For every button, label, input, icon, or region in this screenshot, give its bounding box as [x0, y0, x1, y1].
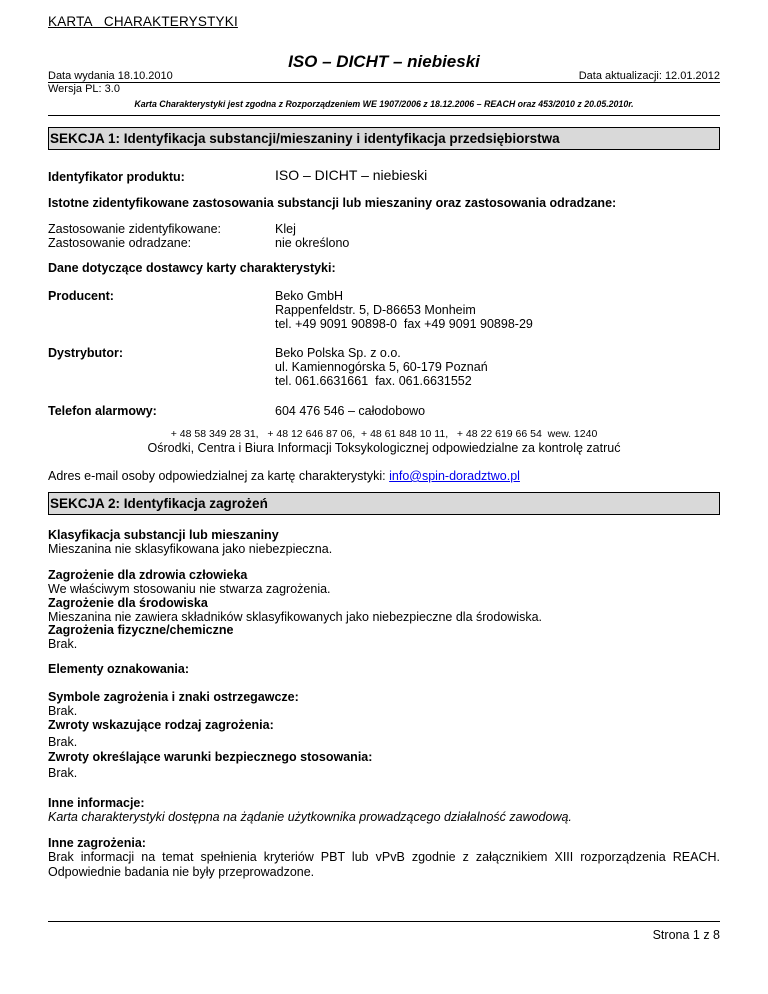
discouraged-use-label: Zastosowanie odradzane:: [48, 236, 192, 250]
classification-label: Klasyfikacja substancji lub mieszaniny: [48, 528, 279, 542]
header-divider-bottom: [48, 115, 720, 116]
emergency-centers: Ośrodki, Centra i Biura Informacji Toksykologicznej odpowiedzialne za kontrolę zatruć: [147, 441, 621, 455]
emergency-label: Telefon alarmowy:: [48, 404, 157, 418]
discouraged-use-value: nie określono: [275, 236, 350, 250]
identified-use-label: Zastosowanie zidentyfikowane:: [48, 222, 222, 236]
classification-value: Mieszanina nie sklasyfikowana jako niebezpieczna.: [48, 542, 333, 556]
page-number: Strona 1 z 8: [652, 928, 720, 942]
safety-phrases-label: Zwroty określające warunki bezpiecznego stosowania:: [48, 750, 373, 764]
email-line: [48, 469, 520, 484]
footer-divider: [48, 921, 720, 922]
uses-heading: Istotne zidentyfikowane zastosowania substancji lub mieszaniny oraz zastosowania odradzane:: [48, 196, 617, 210]
update-date: Data aktualizacji: 12.01.2012: [578, 70, 720, 82]
version: Wersja PL: 3.0: [48, 83, 120, 95]
product-title: ISO – DICHT – niebieski: [288, 52, 480, 71]
section-1-heading-text: SEKCJA 1: Identyfikacja substancji/mieszaniny i identyfikacja przedsiębiorstwa: [50, 131, 560, 146]
email-label: Adres e-mail osoby odpowiedzialnej za kartę charakterystyki:: [48, 469, 390, 483]
phys-label: Zagrożenia fizyczne/chemiczne: [48, 623, 234, 637]
labeling-heading: Elementy oznakowania:: [48, 662, 190, 676]
identified-use-value: Klej: [275, 222, 296, 236]
distributor-label: Dystrybutor:: [48, 346, 124, 360]
section-2-heading: [48, 492, 720, 515]
phys-value: Brak.: [48, 637, 78, 651]
producer-phone: tel. +49 9091 90898-0 fax +49 9091 90898-29: [275, 317, 533, 331]
header-divider: [48, 82, 720, 83]
producer-name: Beko GmbH: [275, 289, 344, 303]
section-1-heading: [48, 127, 720, 150]
other-info-label: Inne informacje:: [48, 796, 145, 810]
emergency-value: 604 476 546 – całodobowo: [275, 404, 426, 418]
issue-date: Data wydania 18.10.2010: [48, 70, 173, 82]
producer-address: Rappenfeldstr. 5, D-86653 Monheim: [275, 303, 476, 317]
other-info-value: Karta charakterystyki dostępna na żądanie użytkownika prowadzącego działalność zawodową.: [48, 810, 572, 824]
product-id-label: Identyfikator produktu:: [48, 170, 185, 184]
hazard-phrases-value: Brak.: [48, 735, 78, 749]
other-hazards-label: Inne zagrożenia:: [48, 836, 146, 850]
safety-phrases-value: Brak.: [48, 766, 78, 780]
email-link[interactable]: info@spin-doradztwo.pl: [389, 469, 520, 483]
section-2-heading-text: SEKCJA 2: Identyfikacja zagrożeń: [50, 496, 268, 511]
health-value: We właściwym stosowaniu nie stwarza zagrożenia.: [48, 582, 331, 596]
document-type-title: KARTA CHARAKTERYSTYKI: [48, 14, 238, 29]
distributor-address: ul. Kamiennogórska 5, 60-179 Poznań: [275, 360, 488, 374]
distributor-name: Beko Polska Sp. z o.o.: [275, 346, 401, 360]
other-hazards-value: Brak informacji na temat spełnienia kryteriów PBT lub vPvB zgodnie z załącznikiem XIII rozporządzenia REACH. Odpowiednie badania nie były przeprowadzone.: [48, 850, 720, 879]
supplier-heading: Dane dotyczące dostawcy karty charakterystyki:: [48, 261, 336, 275]
regulation-note: Karta Charakterystyki jest zgodna z Rozporządzeniem WE 1907/2006 z 18.12.2006 – REACH oraz 453/2010 z 20.05.2010r.: [134, 99, 634, 109]
distributor-phone: tel. 061.6631661 fax. 061.6631552: [275, 374, 472, 388]
producer-label: Producent:: [48, 289, 114, 303]
symbols-label: Symbole zagrożenia i znaki ostrzegawcze:: [48, 690, 299, 704]
product-id-value: ISO – DICHT – niebieski: [275, 167, 428, 183]
emergency-numbers: + 48 58 349 28 31, + 48 12 646 87 06, + 48 61 848 10 11, + 48 22 619 66 54 wew. 1240: [170, 428, 598, 440]
env-value: Mieszanina nie zawiera składników sklasyfikowanych jako niebezpieczne dla środowiska.: [48, 610, 542, 624]
hazard-phrases-label: Zwroty wskazujące rodzaj zagrożenia:: [48, 718, 274, 732]
symbols-value: Brak.: [48, 704, 78, 718]
env-label: Zagrożenie dla środowiska: [48, 596, 208, 610]
health-label: Zagrożenie dla zdrowia człowieka: [48, 568, 248, 582]
